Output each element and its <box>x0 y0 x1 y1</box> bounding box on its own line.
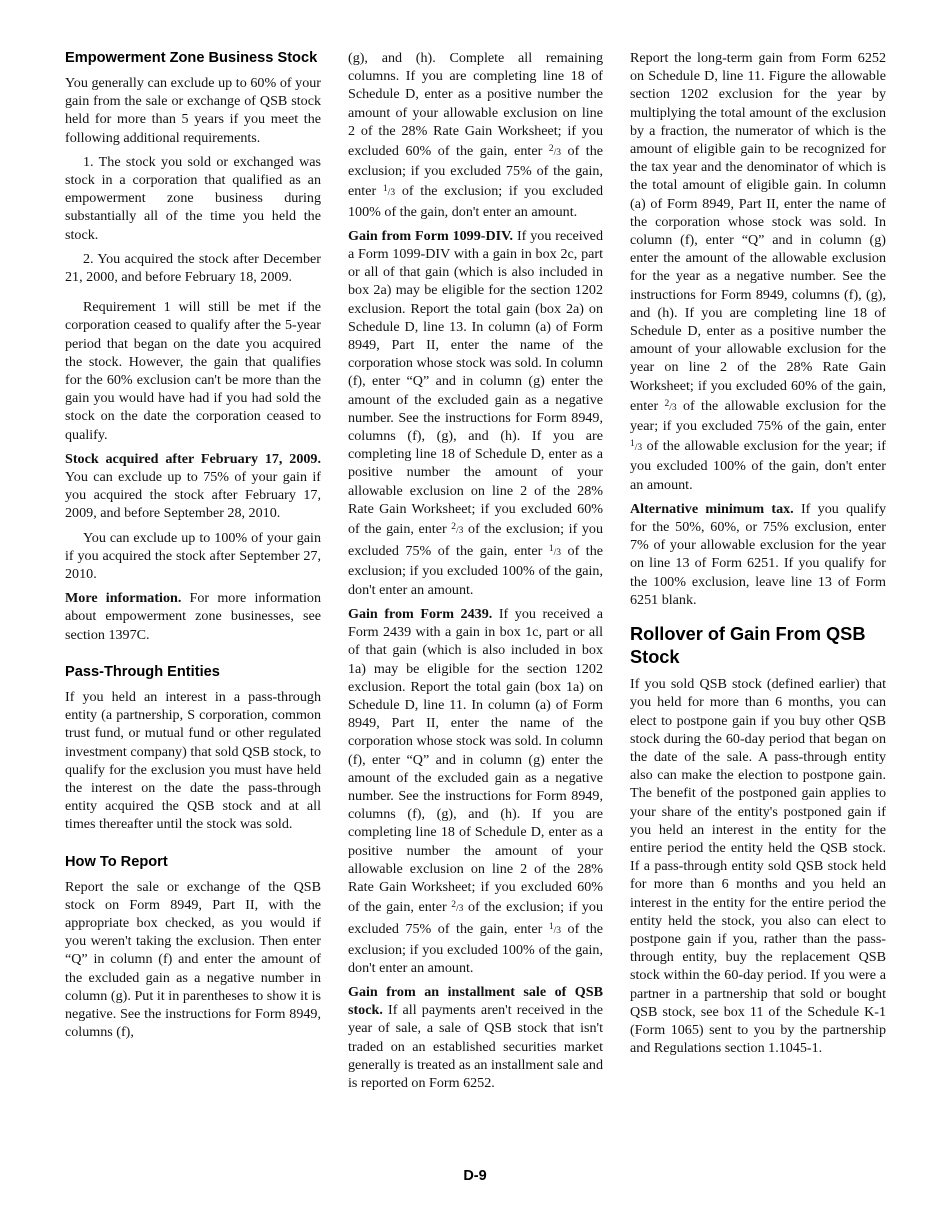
installment-sale-lead: Gain from an installment sale of QSB stock. <box>348 983 603 1019</box>
more-information-text: For more information about empowerment zone businesses, see section 1397C. <box>65 590 321 643</box>
more-information-lead: More information. <box>65 590 182 607</box>
amt-text: If you qualify for the 50%, 60%, or 75% exclusion, enter 7% of your allowable exclusion for the year on line 13 of Form 6251. If you qualify for the 100% exclusion, leave line 13 of Form 6251 blank. <box>630 500 886 608</box>
requirement-1-note: Requirement 1 will still be met if the corporation ceased to qualify after the 5-year period that began on the date you acquired the stock. However, the gain that qualifies for the 60% exclusion can't be more than the gain you would have had if you had sold the stock on the date the corporation ceased to qualify. <box>65 299 321 443</box>
column-1 <box>65 49 321 1047</box>
fraction-one-third: 1/3 <box>382 184 396 199</box>
form-2439-text-a: If you received a Form 2439 with a gain in box 1c, part or all of that gain (which is also included in box 1a) may be eligible for the section 1202 exclusion. Report the total gain (box 1a) on Schedule D, line 11. In column (a) of Form 8949, Part II, enter the name of the corporation whose stock was sold. In column (f), enter “Q” and in column (g) enter the amount of the excluded gain as a negative number. See the instructions for Form 8949, columns (f), (g), and (h). If you are completing line 18 of Schedule D, enter as a positive number the amount of your allowable exclusion on line 2 of the 28% Rate Gain Worksheet; if you excluded 60% of the gain, enter <box>348 605 603 916</box>
report-text-c: of the allowable exclusion for the year; if you excluded 100% of the gain, don't enter an amount. <box>630 438 886 493</box>
page-number: D-9 <box>463 1168 487 1184</box>
report-long-term-paragraph <box>630 49 886 494</box>
requirement-2: 2. You acquired the stock after December 21, 2000, and before February 18, 2009. <box>65 250 321 286</box>
stock-after-2009-lead: Stock acquired after February 17, 2009. <box>65 450 321 467</box>
installment-sale-paragraph <box>348 983 603 1092</box>
fraction-two-thirds: 2/3 <box>451 900 464 915</box>
heading-pass-through: Pass-Through Entities <box>65 663 220 680</box>
continued-paragraph <box>348 49 603 221</box>
installment-sale-text: If all payments aren't received in the year of sale, a sale of QSB stock that isn't traded on an established securities market generally is treated as an installment sale and is reported on Form 6252. <box>348 1002 603 1091</box>
how-to-report-paragraph: Report the sale or exchange of the QSB stock on Form 8949, Part II, with the appropriate box checked, as you would if you weren't taking the exclusion. Then enter “Q” in column (f) and enter the amount of the excluded gain as a negative number in column (g). Put it in parentheses to show it is negative. See the instructions for Form 8949, columns (f), <box>65 878 321 1041</box>
fraction-two-thirds: 2/3 <box>548 144 561 159</box>
continued-text-c: of the exclusion; if you excluded 100% of the gain, don't enter an amount. <box>348 183 604 220</box>
report-text-b: of the allowable exclusion for the year; if you excluded 75% of the gain, enter <box>630 397 886 435</box>
stock-after-2009-text: You can exclude up to 75% of your gain if you acquired the stock after February 17, 2009, and before September 28, 2010. <box>65 469 321 522</box>
fraction-one-third: 1/3 <box>548 544 561 559</box>
form-1099-div-paragraph <box>348 227 603 599</box>
form-2439-text-c: of the exclusion; if you excluded 100% of the gain, don't enter an amount. <box>348 921 604 976</box>
empowerment-intro: You generally can exclude up to 60% of your gain from the sale or exchange of QSB stock held for more than 5 years if you meet the following additional requirements. <box>65 75 321 146</box>
form-2439-text-b: of the exclusion; if you excluded 75% of the gain, enter <box>348 899 604 938</box>
fraction-one-third: 1/3 <box>548 922 561 937</box>
more-information-paragraph <box>65 589 321 644</box>
fraction-one-third: 1/3 <box>630 439 643 454</box>
amt-paragraph <box>630 500 886 609</box>
amt-lead: Alternative minimum tax. <box>630 500 794 517</box>
fraction-two-thirds: 2/3 <box>664 398 677 413</box>
form-2439-lead: Gain from Form 2439. <box>348 605 493 622</box>
form-1099-div-text-a: If you received a Form 1099-DIV with a gain in box 2c, part or all of that gain (which is also included in box 2a) may be eligible for the section 1202 exclusion. Report the total gain (box 2a) on Schedule D, line 13. In column (a) of Form 8949, Part II, enter the name of the corporation whose stock was sold. In column (f), enter “Q” and in column (g) enter the amount of the excluded gain as a negative number. See the instructions for Form 8949, columns (f), (g), and (h). If you are completing line 18 of Schedule D, enter as a positive number the amount of your allowable exclusion on line 2 of the 28% Rate Gain Worksheet; if you excluded 60% of the gain, enter <box>348 227 603 538</box>
exclude-100-paragraph: You can exclude up to 100% of your gain if you acquired the stock after September 27, 2010. <box>65 529 321 583</box>
form-2439-paragraph <box>348 605 603 977</box>
report-text-a: Report the long-term gain from Form 6252 on Schedule D, line 11. Figure the allowable section 1202 exclusion for the year by multiplying the total amount of the exclusion by a fraction, the numerator of which is the amount of eligible gain to be recognized for the tax year and the denominator of which is the total amount of eligible gain. In column (a) of Form 8949, Part II, enter the name of the corporation whose stock was sold. In column (f), enter “Q” and in column (g) enter the amount of the allowable exclusion for the year as a negative number. See the instructions for Form 8949, columns (f), (g), and (h). If you are completing line 18 of Schedule D, enter as a positive number the amount of your allowable exclusion for the year on line 2 of the 28% Rate Gain Worksheet; if you excluded 60% of the gain, enter <box>630 50 886 414</box>
requirement-1: 1. The stock you sold or exchanged was stock in a corporation that qualified as an empowerment zone business during substantially all of the time you held the stock. <box>65 153 321 243</box>
column-2 <box>348 49 603 1098</box>
stock-after-2009-paragraph <box>65 450 321 523</box>
column-3 <box>630 49 886 1063</box>
rollover-paragraph: If you sold QSB stock (defined earlier) that you held for more than 6 months, you can elect to postpone gain if you buy other QSB stock during the 60-day period that began on the date of the sale. A pass-through entity also can make the election to postpone gain. The benefit of the postponed gain applies to your share of the entity's postponed gain if you held an interest in the entity for the entire period the entity held the QSB stock. If a pass-through entity sold QSB stock held for more than 6 months and you held an interest in the entity for the entire period the entity held the stock, you also can elect to postpone gain if you, rather than the pass-through entity, buy the replacement QSB stock within the 60-day period. If you were a partner in a partnership that sold or bought QSB stock, see box 11 of the Schedule K-1 (Form 1065) sent to you by the partnership and Regulations section 1.1045-1. <box>630 676 886 1057</box>
pass-through-paragraph: If you held an interest in a pass-through entity (a partnership, S corporation, common trust fund, or mutual fund or other regulated investment company) that sold QSB stock, to qualify for the exclusion you must have held the interest on the date the pass-through entity acquired the QSB stock and at all times thereafter until the stock was sold. <box>65 688 321 833</box>
fraction-two-thirds: 2/3 <box>451 522 464 537</box>
heading-rollover: Rollover of Gain From QSB Stock <box>630 624 866 668</box>
heading-how-to-report: How To Report <box>65 853 168 870</box>
heading-empowerment-zone: Empowerment Zone Business Stock <box>65 50 318 66</box>
continued-text-a: (g), and (h). Complete all remaining columns. If you are completing line 18 of Schedule D, enter as a positive number the amount of your allowable exclusion on line 2 of the 28% Rate Gain Worksheet; if you excluded 60% of the gain, enter <box>348 50 603 160</box>
continued-text-b: of the exclusion; if you excluded 75% of the gain, enter <box>348 143 604 200</box>
form-1099-div-text-b: of the exclusion; if you excluded 75% of the gain, enter <box>348 521 604 560</box>
form-1099-div-text-c: of the exclusion; if you excluded 100% of the gain, don't enter an amount. <box>348 543 604 598</box>
form-1099-div-lead: Gain from Form 1099-DIV. <box>348 227 514 244</box>
